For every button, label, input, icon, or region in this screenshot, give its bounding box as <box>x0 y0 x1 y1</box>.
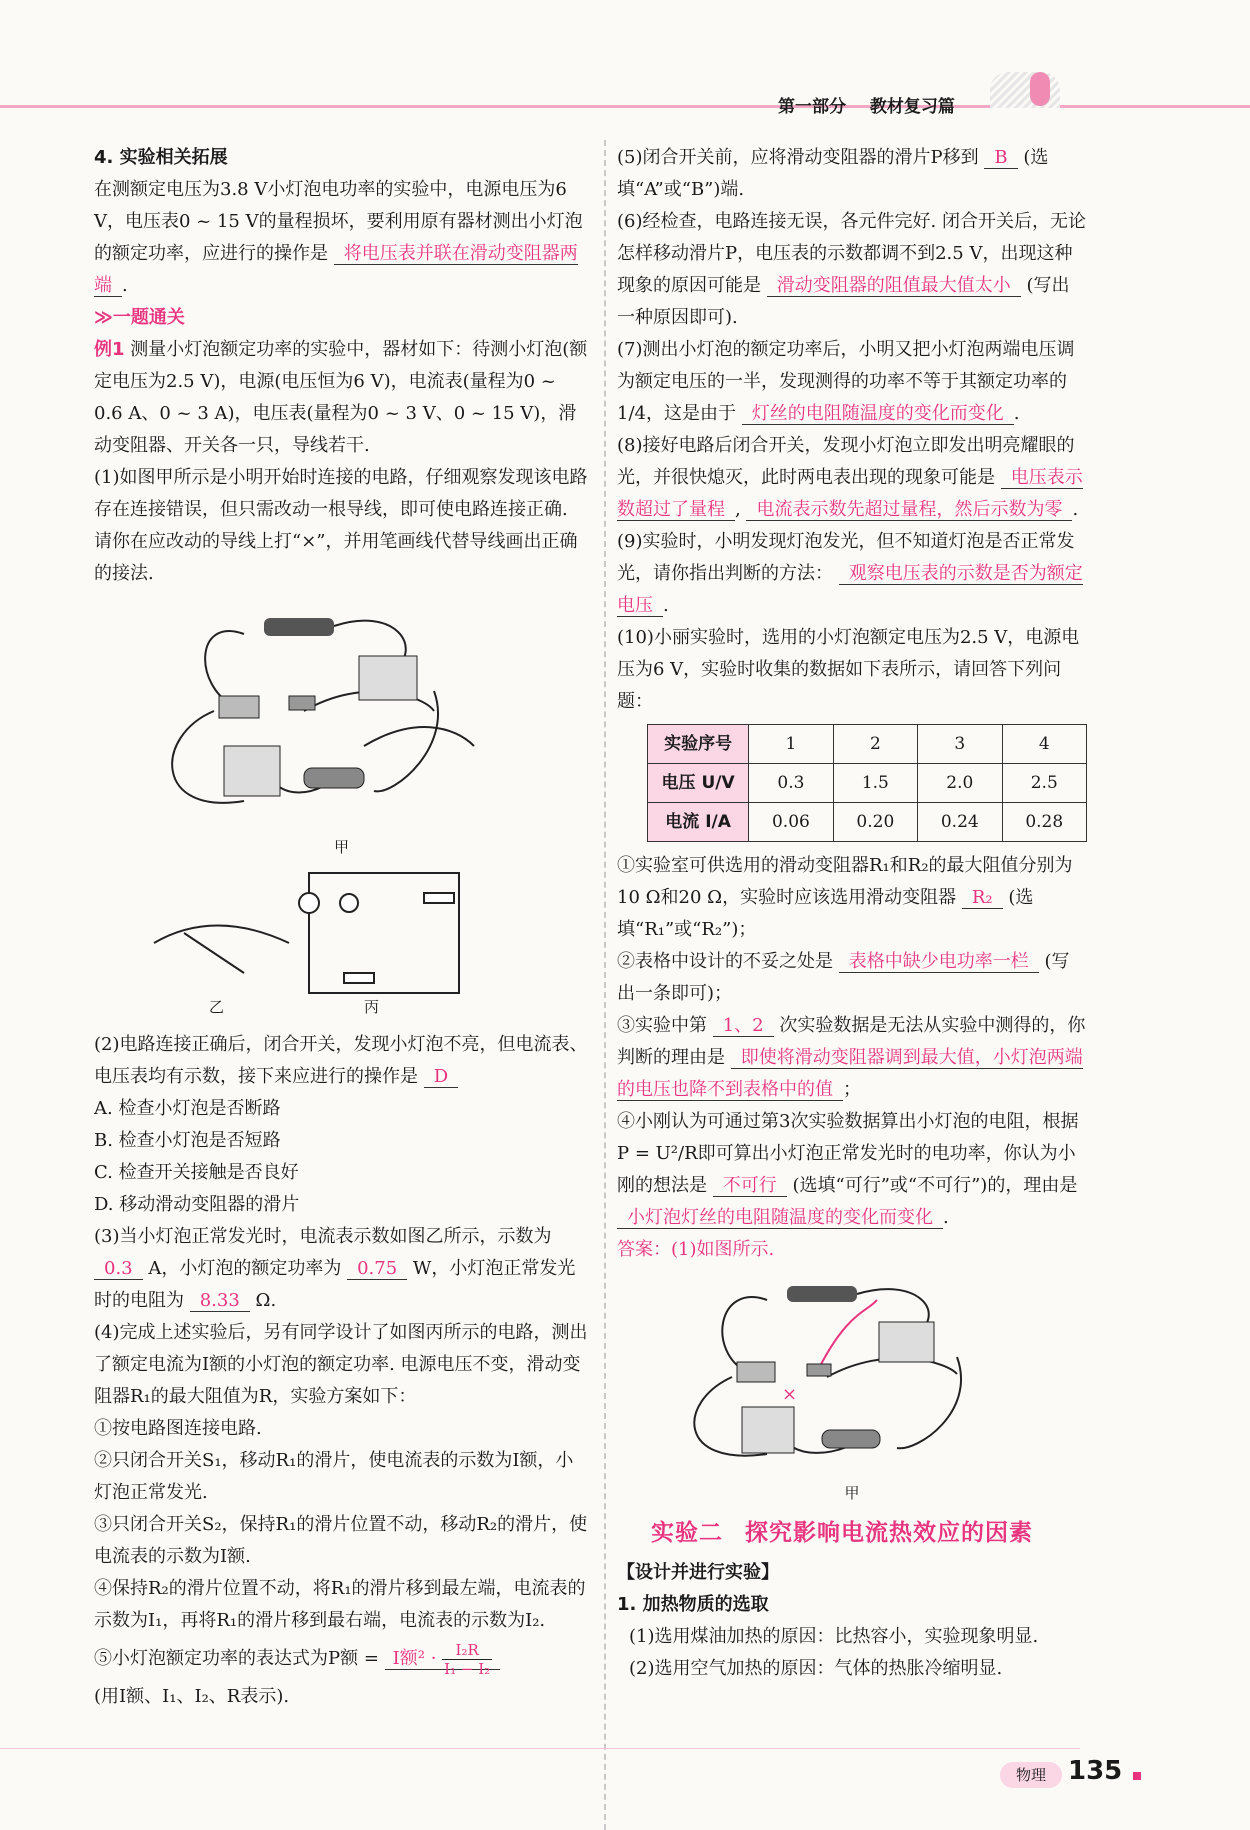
design-heading: 【设计并进行实验】 <box>617 1562 779 1583</box>
figure-yi-bing <box>94 863 589 1023</box>
step-5-answer: I额² · $\frac{\text{I₂R}}{\text{I₁ − I₂}}$ <box>385 1648 501 1670</box>
left-column <box>94 142 589 1713</box>
figure-yi-caption: 乙 <box>209 998 225 1016</box>
right-column <box>617 142 1087 1685</box>
table-question-1: ①实验室可供选用的滑动变阻器R₁和R₂的最大阻值分别为10 Ω和20 Ω，实验时应该选用滑动变阻器 R₂ (选填“R₁”或“R₂”)； <box>617 855 1073 940</box>
lamp-icon <box>289 696 315 710</box>
question-3: (3)当小灯泡正常发光时，电流表示数如图乙所示，示数为 0.3 A，小灯泡的额定功率为 0.75 W，小灯泡正常发光时的电阻为 8.33 Ω. <box>94 1226 576 1311</box>
question-6: (6)经检查，电路连接无误，各元件完好. 闭合开关后，无论怎样移动滑片P，电压表的示数都调不到2.5 V，出现这种现象的原因可能是 滑动变阻器的阻值最大值太小 (写出一种原因即可). <box>617 211 1086 328</box>
q7-answer: 灯丝的电阻随温度的变化而变化 <box>742 403 1014 425</box>
answer-figure-jia <box>617 1272 1087 1503</box>
sec4-answer: 将电压表并联在滑动变阻器两端 <box>94 243 578 296</box>
t2-answer: 表格中缺少电功率一栏 <box>839 951 1039 973</box>
ammeter-dial-and-circuit <box>94 863 589 1023</box>
header-pink-mark <box>1030 72 1050 106</box>
step-2: ②只闭合开关S₁，移动R₁的滑片，使电流表的示数为I额，小灯泡正常发光. <box>94 1450 574 1503</box>
cross-mark-icon: × <box>782 1384 798 1405</box>
dial-pointer-icon <box>184 933 244 973</box>
footer-rule <box>0 1748 1080 1749</box>
q6-answer: 滑动变阻器的阻值最大值太小 <box>767 275 1021 297</box>
option-c: C. 检查开关接触是否良好 <box>94 1162 299 1183</box>
option-a: A. 检查小灯泡是否断路 <box>94 1098 281 1119</box>
t3-answer-2: 即使将滑动变阻器调到最大值，小灯泡两端的电压也降不到表格中的值 <box>617 1047 1083 1100</box>
header-part: 第一部分 <box>778 97 846 117</box>
voltmeter-icon <box>879 1322 934 1362</box>
step-5: ⑤小灯泡额定功率的表达式为P额 = I额² · $\frac{\text{I₂R}}{\text{I₁ − I₂}}$ <box>94 1637 589 1681</box>
answer-figure-caption: 甲 <box>844 1484 860 1502</box>
step-4: ④保持R₂的滑片位置不动，将R₁的滑片移到最左端，电流表的示数为I₁，再将R₁的滑片移到最右端，电流表的示数为I₂. <box>94 1578 586 1631</box>
q3-answer-2: 0.75 <box>347 1258 407 1280</box>
q8-answer-1: 电压表示数超过了量程 <box>617 467 1083 520</box>
lamp-symbol-icon <box>340 894 358 912</box>
sec4-title: 4. 实验相关拓展 <box>94 147 228 168</box>
figure-jia <box>94 596 589 857</box>
question-2: (2)电路连接正确后，闭合开关，发现小灯泡不亮，但电流表、电压表均有示数，接下来应进行的操作是 D <box>94 1034 588 1087</box>
t1-answer: R₂ <box>962 887 1003 909</box>
table-row: 电压 U/V 0.3 1.5 2.0 2.5 <box>648 764 1087 803</box>
footer-square-mark <box>1133 1772 1141 1780</box>
t3-answer: 1、2 <box>713 1015 774 1037</box>
table-question-3: ③实验中第 1、2 次实验数据是无法从实验中测得的，你判断的理由是 即使将滑动变阻器调到最大值，小灯泡两端的电压也降不到表格中的值 ； <box>617 1015 1086 1100</box>
figure-jia-caption: 甲 <box>333 838 349 856</box>
page-number: 135 <box>1068 1756 1123 1786</box>
option-d: D. 移动滑动变阻器的滑片 <box>94 1194 300 1215</box>
question-10: (10)小丽实验时，选用的小灯泡额定电压为2.5 V，电源电压为6 V，实验时收集的数据如下表所示，请回答下列问题： <box>617 627 1080 712</box>
lamp-icon <box>807 1364 831 1376</box>
sec4-text: 在测额定电压为3.8 V小灯泡电功率的实验中，电源电压为6 V，电压表0 ~ 15 V的量程损坏，要利用原有器材测出小灯泡的额定功率，应进行的操作是 将电压表并联在滑动变阻器两端 . <box>94 179 583 296</box>
header-section: 教材复习篇 <box>869 97 955 117</box>
yiti-tongguan: ≫一题通关 <box>94 307 185 328</box>
step-5-denominator: I₁ − I₂ <box>444 1659 491 1678</box>
step-5-note: (用I额、I₁、I₂、R表示). <box>94 1686 290 1707</box>
heating-reason-1: (1)选用煤油加热的原因：比热容小，实验现象明显. <box>629 1626 1039 1647</box>
question-1: (1)如图甲所示是小明开始时连接的电路，仔细观察发现该电路存在连接错误，但只需改动一根导线，即可使电路连接正确. 请你在应改动的导线上打“×”，并用笔画线代替导线画出正确的接法. <box>94 467 588 584</box>
question-5: (5)闭合开关前，应将滑动变阻器的滑片P移到 B (选填“A”或“B”)端. <box>617 147 1049 200</box>
battery-icon <box>264 618 334 636</box>
heating-reason-2: (2)选用空气加热的原因：气体的热胀冷缩明显. <box>629 1658 1003 1679</box>
resistor-r1-icon <box>424 893 454 903</box>
question-7: (7)测出小灯泡的额定功率后，小明又把小灯泡两端电压调为额定电压的一半，发现测得的功率不等于其额定功率的1/4，这是由于 灯丝的电阻随温度的变化而变化 . <box>617 339 1075 424</box>
q9-answer: 观察电压表的示数是否为额定电压 <box>617 563 1083 616</box>
q3-answer-1: 0.3 <box>94 1258 143 1280</box>
footer-subject: 物理 <box>1000 1762 1062 1788</box>
switch-icon <box>737 1362 775 1382</box>
t4-answer: 不可行 <box>713 1175 787 1197</box>
step-1: ①按电路图连接电路. <box>94 1418 262 1439</box>
rheostat-icon <box>822 1430 880 1448</box>
question-8: (8)接好电路后闭合开关，发现小灯泡立即发出明亮耀眼的光，并很快熄灭，此时两电表出现的现象可能是 电压表示数超过了量程 , 电流表示数先超过量程，然后示数为零 . <box>617 435 1083 520</box>
step-3: ③只闭合开关S₂，保持R₁的滑片位置不动，移动R₂的滑片，使电流表的示数为I额. <box>94 1514 588 1567</box>
example-label: 例1 <box>94 339 125 360</box>
experiment-2-title: 实验二 探究影响电流热效应的因素 <box>651 1520 1033 1546</box>
figure-bing-caption: 丙 <box>364 998 380 1016</box>
question-4: (4)完成上述实验后，另有同学设计了如图丙所示的电路，测出了额定电流为I额的小灯泡的额定功率. 电源电压不变，滑动变阻器R₁的最大阻值为R，实验方案如下： <box>94 1322 588 1407</box>
rheostat-icon <box>304 768 364 788</box>
ammeter-icon <box>742 1407 794 1453</box>
table-row: 电流 I/A 0.06 0.20 0.24 0.28 <box>648 803 1087 842</box>
resistor-r2-icon <box>344 973 374 983</box>
ammeter-symbol-icon <box>299 893 319 913</box>
option-b: B. 检查小灯泡是否短路 <box>94 1130 281 1151</box>
q8-answer-2: 电流表示数先超过量程，然后示数为零 <box>746 499 1072 521</box>
t4-answer-2: 小灯泡灯丝的电阻随温度的变化而变化 <box>617 1207 943 1229</box>
switch-icon <box>219 696 259 718</box>
heating-material-heading: 1. 加热物质的选取 <box>617 1594 769 1615</box>
column-divider <box>604 140 606 1830</box>
battery-icon <box>787 1286 857 1302</box>
table-row: 实验序号 1 2 3 4 <box>648 725 1087 764</box>
table-question-2: ②表格中设计的不妥之处是 表格中缺少电功率一栏 (写出一条即可)； <box>617 951 1070 1004</box>
table-question-4: ④小刚认为可通过第3次实验数据算出小灯泡的电阻，根据P = U²/R即可算出小灯泡正常发光时的电功率，你认为小刚的想法是 不可行 (选填“可行”或“不可行”)的，理由是 小灯泡灯丝的电阻随温度的变化而变化 . <box>617 1111 1079 1228</box>
voltmeter-icon <box>359 656 417 700</box>
step-5-numerator: I₂R <box>442 1641 492 1660</box>
example-1: 例1 测量小灯泡额定功率的实验中，器材如下：待测小灯泡(额定电压为2.5 V)，电源(电压恒为6 V)，电流表(量程为0 ~ 0.6 A、0 ~ 3 A)，电压表(量程为0 ~ 3 V、0 ~ 15 V)，滑动变阻器、开关各一只，导线若干. <box>94 339 588 456</box>
ammeter-icon <box>224 746 280 796</box>
q5-answer: B <box>984 147 1017 169</box>
header-rule <box>0 105 1250 108</box>
answer-circuit-photo <box>617 1272 1087 1472</box>
page-header <box>778 92 973 117</box>
circuit-photo-jia <box>94 596 589 826</box>
answer-label: 答案：(1)如图所示. <box>617 1239 775 1260</box>
q2-answer: D <box>424 1066 458 1088</box>
data-table <box>647 724 1087 842</box>
question-9: (9)实验时，小明发现灯泡发光，但不知道灯泡是否正常发光，请你指出判断的方法： 观察电压表的示数是否为额定电压 . <box>617 531 1083 616</box>
q3-answer-3: 8.33 <box>190 1290 250 1312</box>
